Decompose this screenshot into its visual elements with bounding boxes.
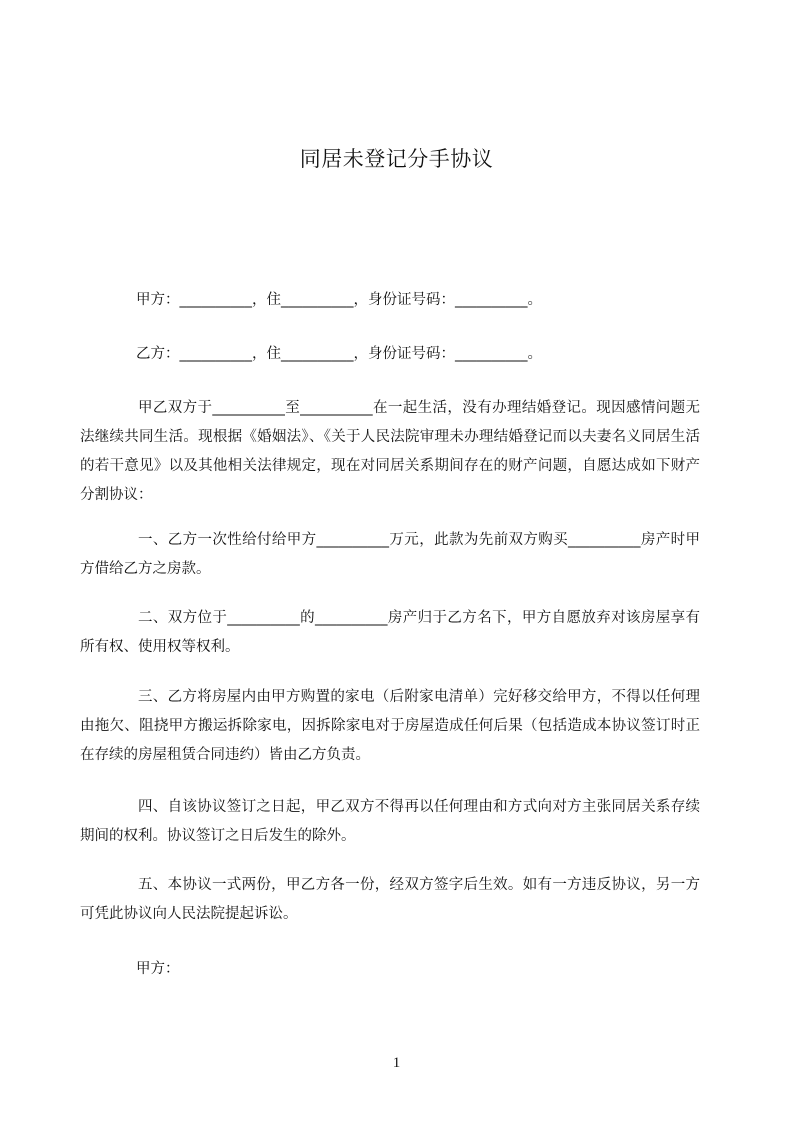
clause-1: 一、乙方一次性给付给甲方__________万元，此款为先前双方购买__________房产时甲方借给乙方之房款。 (80, 532, 700, 577)
party-b-line: 乙方：__________，住__________，身份证号码：__________。 (136, 346, 542, 362)
document-title: 同居未登记分手协议 (299, 147, 494, 171)
intro-paragraph: 甲乙双方于__________至__________在一起生活，没有办理结婚登记。现因感情问题无法继续共同生活。现根据《婚姻法》、《关于人民法院审理未办理结婚登记而以夫妻名义同居生活的若干意见》以及其他相关法律规定，现在对同居关系期间存在的财产问题，自愿达成如下财产分割协议： (80, 400, 700, 503)
clause-3: 三、乙方将房屋内由甲方购置的家电（后附家电清单）完好移交给甲方，不得以任何理由拖欠、阻挠甲方搬运拆除家电，因拆除家电对于房屋造成任何后果（包括造成本协议签订时正在存续的房屋租赁合同违约）皆由乙方负责。 (80, 689, 700, 763)
clause-5: 五、本协议一式两份，甲乙方各一份，经双方签字后生效。如有一方违反协议，另一方可凭此协议向人民法院提起诉讼。 (80, 877, 700, 922)
clause-2: 二、双方位于__________的__________房产归于乙方名下，甲方自愿放弃对该房屋享有所有权、使用权等权利。 (80, 610, 700, 655)
clause-4: 四、自该协议签订之日起，甲乙双方不得再以任何理由和方式向对方主张同居关系存续期间的权利。协议签订之日后发生的除外。 (80, 799, 700, 844)
signature-label: 甲方： (136, 961, 180, 977)
page-number: 1 (392, 1055, 401, 1071)
party-a-line: 甲方：__________，住__________，身份证号码：__________。 (136, 292, 542, 308)
